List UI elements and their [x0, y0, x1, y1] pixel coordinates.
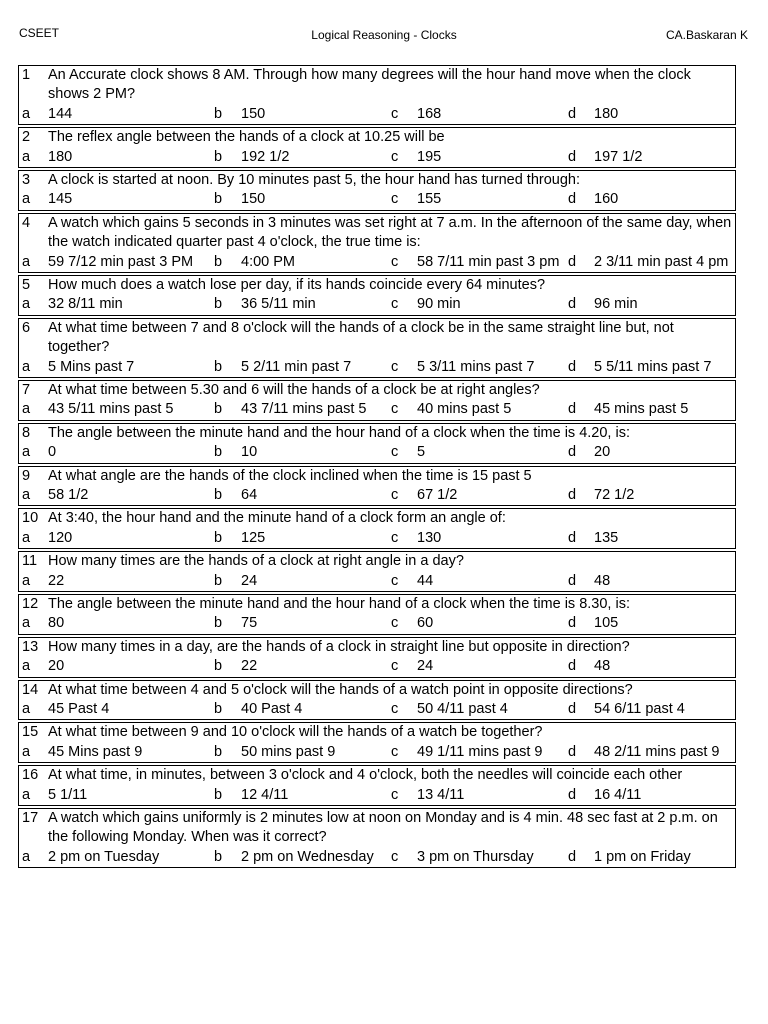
option-a-label: a — [22, 743, 31, 760]
option-c-label: c — [391, 253, 399, 270]
question-text: At what time, in minutes, between 3 o'clock and 4 o'clock, both the needles will coincide each other — [48, 767, 683, 784]
option-b-value: 150 — [241, 105, 266, 122]
option-c-value: 58 7/11 min past 3 pm — [417, 253, 560, 270]
option-c-label: c — [391, 658, 399, 675]
option-b-label: b — [214, 786, 223, 803]
question-text: A watch which gains 5 seconds in 3 minutes was set right at 7 a.m. In the afternoon of the same day, when the watch indicated quarter past 4 o'clock, the true time is: — [48, 214, 732, 251]
question-text: At what angle are the hands of the clock inclined when the time is 15 past 5 — [48, 467, 532, 484]
options-row — [19, 657, 735, 676]
option-a-label: a — [22, 848, 31, 865]
option-d-value: 135 — [594, 529, 619, 546]
option-a-value: 120 — [48, 529, 73, 546]
option-b-value: 2 pm on Wednesday — [241, 848, 374, 865]
option-d-value: 54 6/11 past 4 — [594, 700, 685, 717]
option-d-label: d — [568, 358, 577, 375]
option-c-label: c — [391, 358, 399, 375]
question-number: 9 — [22, 467, 31, 484]
option-c-value: 60 — [417, 615, 434, 632]
option-a-label: a — [22, 700, 31, 717]
question-number: 14 — [22, 681, 39, 698]
option-d-value: 96 min — [594, 296, 638, 313]
question-6 — [18, 318, 736, 378]
option-d-value: 48 2/11 mins past 9 — [594, 743, 720, 760]
option-d-label: d — [568, 529, 577, 546]
question-stem — [19, 638, 735, 657]
option-c-value: 40 mins past 5 — [417, 401, 512, 418]
option-d-label: d — [568, 786, 577, 803]
option-c-value: 3 pm on Thursday — [417, 848, 534, 865]
option-d-label: d — [568, 444, 577, 461]
option-a-label: a — [22, 401, 31, 418]
question-text: At what time between 5.30 and 6 will the hands of a clock be at right angles? — [48, 382, 540, 398]
option-c-label: c — [391, 786, 399, 803]
question-stem — [19, 171, 735, 190]
option-a-value: 180 — [48, 148, 73, 165]
question-stem — [19, 381, 735, 400]
options-row — [19, 486, 735, 505]
question-text: At 3:40, the hour hand and the minute hand of a clock form an angle of: — [48, 510, 506, 527]
option-a-value: 80 — [48, 615, 65, 632]
option-d-label: d — [568, 148, 577, 165]
option-a-label: a — [22, 658, 31, 675]
option-b-value: 36 5/11 min — [241, 296, 316, 313]
question-text: An Accurate clock shows 8 AM. Through how many degrees will the hour hand move when the clock shows 2 PM? — [48, 67, 691, 103]
option-c-value: 44 — [417, 572, 434, 589]
option-b-value: 43 7/11 mins past 5 — [241, 401, 367, 418]
option-d-label: d — [568, 615, 577, 632]
question-number: 12 — [22, 595, 39, 612]
question-text: The angle between the minute hand and the hour hand of a clock when the time is 8.30, is: — [48, 595, 630, 612]
question-list — [18, 65, 736, 870]
option-a-label: a — [22, 148, 31, 165]
options-row — [19, 253, 735, 272]
option-c-value: 49 1/11 mins past 9 — [417, 743, 543, 760]
options-row — [19, 848, 735, 867]
option-b-label: b — [214, 191, 223, 208]
option-c-label: c — [391, 700, 399, 717]
question-stem — [19, 809, 735, 848]
option-c-label: c — [391, 105, 399, 122]
options-row — [19, 443, 735, 462]
option-b-label: b — [214, 615, 223, 632]
header-left: CSEET — [19, 26, 60, 40]
question-stem — [19, 424, 735, 443]
option-c-label: c — [391, 529, 399, 546]
option-a-label: a — [22, 529, 31, 546]
question-number: 1 — [22, 67, 31, 83]
question-number: 10 — [22, 510, 39, 527]
option-a-label: a — [22, 105, 31, 122]
question-number: 4 — [22, 214, 31, 231]
option-a-value: 5 Mins past 7 — [48, 358, 135, 375]
options-row — [19, 743, 735, 762]
option-b-label: b — [214, 848, 223, 865]
option-b-label: b — [214, 529, 223, 546]
options-row — [19, 529, 735, 548]
options-row — [19, 400, 735, 419]
option-c-value: 67 1/2 — [417, 487, 458, 503]
option-d-value: 20 — [594, 444, 611, 461]
option-c-value: 130 — [417, 529, 442, 546]
question-number: 2 — [22, 129, 31, 146]
question-text: At what time between 7 and 8 o'clock will the hands of a clock be in the same straight line but, not together? — [48, 319, 674, 356]
option-b-value: 4:00 PM — [241, 253, 295, 270]
question-stem — [19, 723, 735, 742]
option-a-label: a — [22, 786, 31, 803]
question-number: 6 — [22, 319, 31, 336]
options-row — [19, 786, 735, 805]
page-title: Logical Reasoning - Clocks — [311, 28, 457, 42]
option-c-value: 24 — [417, 658, 434, 675]
option-d-label: d — [568, 487, 577, 503]
option-a-label: a — [22, 444, 31, 461]
option-a-value: 145 — [48, 191, 73, 208]
option-d-label: d — [568, 401, 577, 418]
option-c-label: c — [391, 401, 399, 418]
question-stem — [19, 319, 735, 358]
question-number: 13 — [22, 638, 39, 655]
options-row — [19, 295, 735, 314]
option-c-label: c — [391, 572, 399, 589]
options-row — [19, 148, 735, 167]
option-d-value: 48 — [594, 658, 611, 675]
option-b-label: b — [214, 700, 223, 717]
question-number: 8 — [22, 424, 31, 441]
option-c-value: 50 4/11 past 4 — [417, 700, 508, 717]
question-number: 7 — [22, 382, 31, 398]
option-c-value: 195 — [417, 148, 442, 165]
option-d-value: 160 — [594, 191, 619, 208]
option-b-value: 40 Past 4 — [241, 700, 303, 717]
option-c-label: c — [391, 444, 399, 461]
option-d-label: d — [568, 743, 577, 760]
option-b-value: 150 — [241, 191, 266, 208]
options-row — [19, 614, 735, 633]
option-a-value: 43 5/11 mins past 5 — [48, 401, 174, 418]
question-number: 3 — [22, 172, 31, 188]
option-c-value: 5 3/11 mins past 7 — [417, 358, 535, 375]
option-d-value: 16 4/11 — [594, 786, 642, 803]
option-d-label: d — [568, 253, 577, 270]
question-stem — [19, 128, 735, 147]
option-d-value: 2 3/11 min past 4 pm — [594, 253, 729, 270]
option-a-value: 144 — [48, 105, 73, 122]
option-b-label: b — [214, 487, 223, 503]
question-12 — [18, 594, 736, 635]
option-c-value: 168 — [417, 105, 442, 122]
question-17 — [18, 808, 736, 868]
question-stem — [19, 467, 735, 486]
question-9 — [18, 466, 736, 507]
question-text: At what time between 9 and 10 o'clock will the hands of a watch be together? — [48, 724, 543, 741]
option-b-label: b — [214, 148, 223, 165]
question-stem — [19, 276, 735, 295]
option-b-label: b — [214, 296, 223, 313]
option-b-value: 75 — [241, 615, 258, 632]
option-d-value: 5 5/11 mins past 7 — [594, 358, 712, 375]
option-b-label: b — [214, 572, 223, 589]
question-text: How many times are the hands of a clock at right angle in a day? — [48, 553, 464, 570]
option-c-label: c — [391, 848, 399, 865]
option-a-value: 45 Mins past 9 — [48, 743, 143, 760]
option-a-value: 32 8/11 min — [48, 296, 123, 313]
option-d-value: 1 pm on Friday — [594, 848, 691, 865]
question-stem — [19, 595, 735, 614]
option-c-label: c — [391, 191, 399, 208]
option-d-label: d — [568, 700, 577, 717]
question-text: The reflex angle between the hands of a clock at 10.25 will be — [48, 129, 445, 146]
question-15 — [18, 722, 736, 763]
option-d-label: d — [568, 658, 577, 675]
option-c-value: 5 — [417, 444, 426, 461]
option-b-value: 64 — [241, 487, 258, 503]
question-5 — [18, 275, 736, 316]
question-number: 17 — [22, 809, 39, 826]
question-1 — [18, 65, 736, 125]
question-11 — [18, 551, 736, 592]
option-a-label: a — [22, 358, 31, 375]
option-c-label: c — [391, 487, 399, 503]
option-d-label: d — [568, 191, 577, 208]
option-d-label: d — [568, 848, 577, 865]
option-a-label: a — [22, 253, 31, 270]
question-13 — [18, 637, 736, 678]
question-stem — [19, 66, 735, 105]
option-a-label: a — [22, 487, 31, 503]
option-c-label: c — [391, 296, 399, 313]
option-d-value: 45 mins past 5 — [594, 401, 689, 418]
question-stem — [19, 552, 735, 571]
option-b-value: 125 — [241, 529, 266, 546]
question-4 — [18, 213, 736, 273]
option-d-label: d — [568, 572, 577, 589]
question-stem — [19, 509, 735, 528]
option-d-label: d — [568, 296, 577, 313]
option-b-value: 12 4/11 — [241, 786, 289, 803]
question-10 — [18, 508, 736, 549]
options-row — [19, 572, 735, 591]
question-stem — [19, 214, 735, 253]
options-row — [19, 190, 735, 209]
question-text: How much does a watch lose per day, if its hands coincide every 64 minutes? — [48, 277, 546, 293]
question-text: How many times in a day, are the hands of a clock in straight line but opposite in direction? — [48, 638, 630, 655]
question-3 — [18, 170, 736, 211]
header-author: CA.Baskaran K — [665, 28, 748, 42]
option-a-value: 20 — [48, 658, 65, 675]
option-b-label: b — [214, 401, 223, 418]
question-2 — [18, 127, 736, 168]
option-d-label: d — [568, 105, 577, 122]
option-b-value: 50 mins past 9 — [241, 743, 336, 760]
question-number: 5 — [22, 277, 31, 293]
option-d-value: 105 — [594, 615, 619, 632]
options-row — [19, 700, 735, 719]
option-a-value: 59 7/12 min past 3 PM — [48, 253, 194, 270]
option-a-value: 2 pm on Tuesday — [48, 848, 160, 865]
option-b-value: 192 1/2 — [241, 148, 290, 165]
question-number: 11 — [22, 553, 38, 570]
option-a-label: a — [22, 296, 31, 313]
option-b-label: b — [214, 105, 223, 122]
question-7 — [18, 380, 736, 421]
question-text: At what time between 4 and 5 o'clock will the hands of a watch point in opposite directions? — [48, 681, 633, 698]
question-stem — [19, 766, 735, 785]
option-c-value: 13 4/11 — [417, 786, 465, 803]
question-number: 15 — [22, 724, 39, 741]
option-a-label: a — [22, 615, 31, 632]
option-b-label: b — [214, 444, 223, 461]
option-a-value: 58 1/2 — [48, 487, 89, 503]
option-b-value: 5 2/11 min past 7 — [241, 358, 352, 375]
option-b-label: b — [214, 658, 223, 675]
question-16 — [18, 765, 736, 806]
option-a-value: 45 Past 4 — [48, 700, 110, 717]
option-a-value: 5 1/11 — [48, 786, 88, 803]
option-d-value: 197 1/2 — [594, 148, 643, 165]
option-d-value: 180 — [594, 105, 619, 122]
question-8 — [18, 423, 736, 464]
question-14 — [18, 680, 736, 721]
option-b-label: b — [214, 743, 223, 760]
options-row — [19, 358, 735, 377]
option-d-value: 72 1/2 — [594, 487, 635, 503]
question-text: The angle between the minute hand and the hour hand of a clock when the time is 4.20, is: — [48, 424, 630, 441]
option-a-label: a — [22, 191, 31, 208]
question-number: 16 — [22, 767, 39, 784]
option-c-label: c — [391, 615, 399, 632]
options-row — [19, 105, 735, 124]
option-b-value: 22 — [241, 658, 258, 675]
option-b-value: 24 — [241, 572, 258, 589]
option-b-label: b — [214, 253, 223, 270]
option-c-label: c — [391, 148, 399, 165]
option-a-value: 22 — [48, 572, 65, 589]
question-stem — [19, 681, 735, 700]
question-text: A watch which gains uniformly is 2 minutes low at noon on Monday and is 4 min. 48 sec fast at 2 p.m. on the following Monday. When was it correct? — [48, 809, 718, 846]
option-d-value: 48 — [594, 572, 611, 589]
option-c-value: 155 — [417, 191, 442, 208]
question-text: A clock is started at noon. By 10 minutes past 5, the hour hand has turned through: — [48, 172, 580, 188]
option-b-value: 10 — [241, 444, 258, 461]
option-a-label: a — [22, 572, 31, 589]
option-c-value: 90 min — [417, 296, 461, 313]
option-a-value: 0 — [48, 444, 57, 461]
option-b-label: b — [214, 358, 223, 375]
option-c-label: c — [391, 743, 399, 760]
